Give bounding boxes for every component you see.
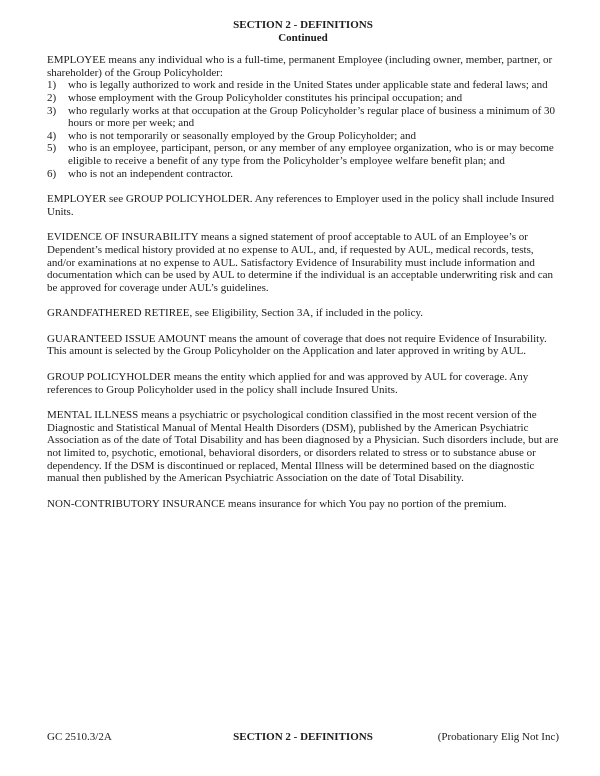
list-item-number: 4) — [47, 129, 57, 142]
page-footer — [47, 731, 559, 745]
list-item — [47, 168, 559, 181]
employee-criteria-list — [47, 79, 559, 180]
definition-employer: EMPLOYER see GROUP POLICYHOLDER. Any references to Employer used in the policy shall include Insured Units. — [47, 193, 555, 218]
list-item-text: who regularly works at that occupation at the Group Policyholder’s regular place of business a minimum of 30 hours or more per week; and — [68, 104, 556, 130]
definition-group-policyholder: GROUP POLICYHOLDER means the entity which applied for and was approved by AUL for coverage. Any references to Group Policyholder used in the policy shall include Insured Units. — [47, 371, 529, 396]
footer-note: (Probationary Elig Not Inc) — [437, 731, 559, 743]
list-item-number: 5) — [47, 142, 57, 155]
definition-grandfathered-retiree: GRANDFATHERED RETIREE, see Eligibility, Section 3A, if included in the policy. — [47, 307, 423, 320]
list-item-text: who is legally authorized to work and reside in the United States under applicable state and federal laws; and — [68, 79, 548, 92]
page-content — [47, 19, 559, 510]
list-item-text: who is an employee, participant, person, or any member of any employee organization, who is or may become eligible to receive a benefit of any type from the Policyholder’s employee welfare benefit plan; and — [68, 142, 554, 167]
list-item — [47, 130, 559, 143]
list-item — [47, 79, 559, 92]
page-title-block — [47, 19, 559, 44]
list-item-number: 3) — [47, 104, 57, 117]
list-item-text: who is not temporarily or seasonally employed by the Group Policyholder; and — [68, 129, 416, 142]
list-item-number: 1) — [47, 79, 57, 92]
definition-mental-illness: MENTAL ILLNESS means a psychiatric or psychological condition classified in the most recent version of the Diagnostic and Statistical Manual of Mental Health Disorders (DSM), published by the American Psychiatric Association as of the date of Total Disability and has been diagnosed by a Physician. Such disorders include, but are not limited to, psychotic, emotional, behavioral disorders, or disorders related to stress or to substance abuse or dependency. If the DSM is discontinued or replaced, Mental Illness will be determined based on the diagnostic manual then published by the American Psychiatric Association on the date of Total Disability. — [47, 409, 559, 485]
list-item — [47, 142, 559, 167]
definition-guaranteed-issue-amount: GUARANTEED ISSUE AMOUNT means the amount of coverage that does not require Evidence of Insurability. This amount is selected by the Group Policyholder on the Application and later approved in writing by AUL. — [47, 332, 547, 358]
definition-employee-intro: EMPLOYEE means any individual who is a full-time, permanent Employee (including owner, member, partner, or shareholder) of the Group Policyholder: — [47, 54, 553, 79]
footer-section-title: SECTION 2 - DEFINITIONS — [233, 731, 373, 743]
list-item-text: who is not an independent contractor. — [68, 167, 233, 180]
page-subtitle: Continued — [278, 31, 328, 44]
page-title: SECTION 2 - DEFINITIONS — [233, 19, 373, 31]
footer-form-number: GC 2510.3/2A — [47, 731, 112, 743]
definition-evidence-of-insurability: EVIDENCE OF INSURABILITY means a signed statement of proof acceptable to AUL of an Employee’s or Dependent’s medical history provided at no expense to AUL, and, if requested by AUL, medical records, tests, and/or examinations at no expense to AUL. Satisfactory Evidence of Insurability must include information and documentation which can be used by AUL to determine if the individual is an acceptable underwriting risk and can be approved for coverage under AUL’s guidelines. — [47, 231, 554, 294]
list-item-number: 2) — [47, 91, 57, 104]
list-item — [47, 105, 559, 130]
list-item — [47, 92, 559, 105]
list-item-text: whose employment with the Group Policyholder constitutes his principal occupation; and — [68, 91, 463, 104]
definition-non-contributory-insurance: NON-CONTRIBUTORY INSURANCE means insurance for which You pay no portion of the premium. — [47, 497, 507, 510]
list-item-number: 6) — [47, 167, 57, 180]
